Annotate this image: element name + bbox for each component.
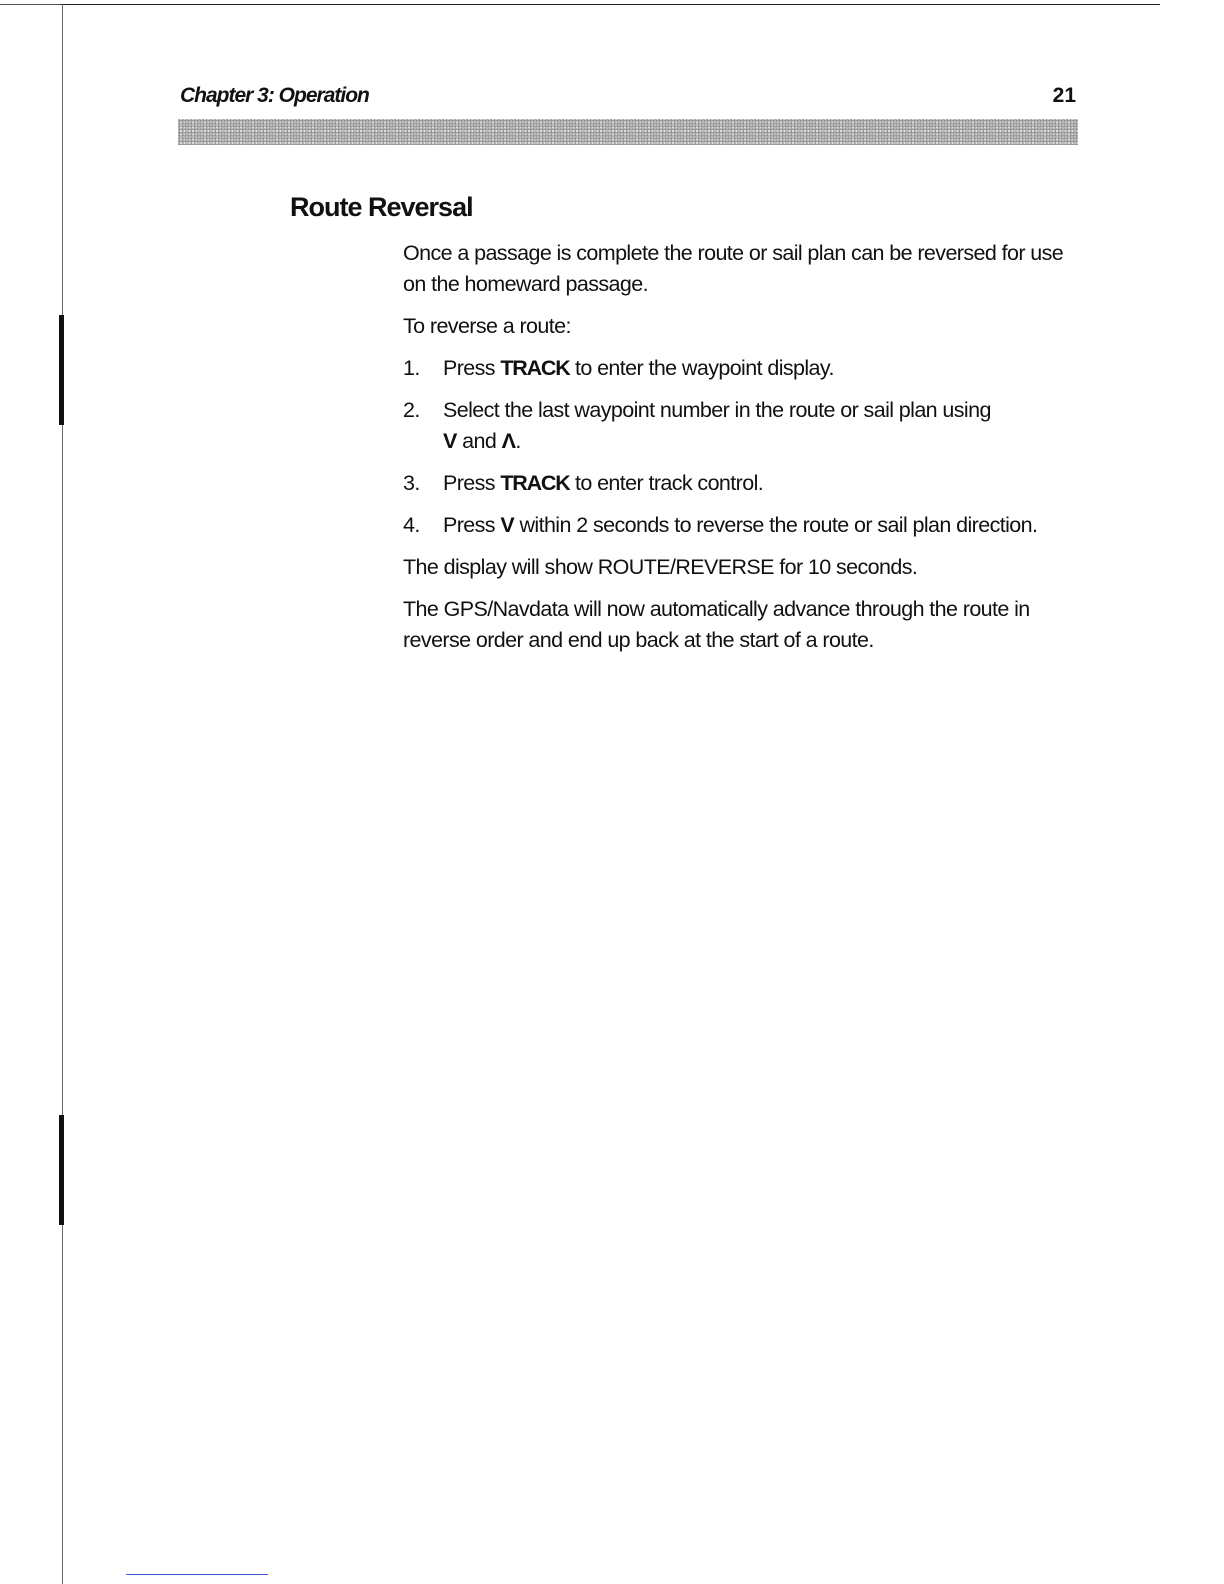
step-number: 1. [403,356,420,380]
header-rule-bar [178,119,1078,145]
scan-left-edge [62,4,63,1584]
step-number: 3. [403,471,420,495]
display-note-paragraph: The display will show ROUTE/REVERSE for 10 seconds. [403,555,918,579]
step-text: Select the last waypoint number in the route or sail plan using [443,398,991,422]
scan-top-edge-left [0,4,60,5]
closing-paragraph: The GPS/Navdata will now automatically advance through the route in reverse order and end up back at the start of a route. [403,597,1030,652]
scan-bottom-mark [126,1574,268,1575]
step-item [403,468,1083,499]
binding-mark-lower [59,1115,64,1225]
track-key: TRACK [500,356,570,380]
page-number: 21 [1052,84,1076,107]
steps-list [403,353,1083,541]
step-text-after: to enter track control. [574,471,764,495]
step-number: 4. [403,513,420,537]
binding-mark-upper [59,315,64,425]
down-arrow-key: V [500,513,515,537]
intro-paragraph: Once a passage is complete the route or sail plan can be reversed for use on the homeward passage. [403,241,1064,296]
section-heading: Route Reversal [290,192,473,222]
down-arrow-key: V [443,429,457,453]
section-body [403,238,1083,667]
track-key: TRACK [500,471,570,495]
step-text-before: Press [443,356,495,380]
running-header [180,84,1078,112]
lead-in-paragraph: To reverse a route: [403,314,571,338]
step-text-before: Press [443,513,495,537]
step-text-after: to enter the waypoint display. [574,356,834,380]
step-text-before: Press [443,471,495,495]
chapter-title: Chapter 3: Operation [180,84,369,107]
step-number: 2. [403,398,420,422]
step-item [403,395,1083,457]
scan-top-edge [60,4,1160,5]
step-item [403,353,1083,384]
up-arrow-key: Λ [501,429,516,453]
step-item [403,510,1083,541]
step-text-after: within 2 seconds to reverse the route or sail plan direction. [519,513,1038,537]
step-end-period: . [515,429,521,453]
and-word: and [462,429,497,453]
